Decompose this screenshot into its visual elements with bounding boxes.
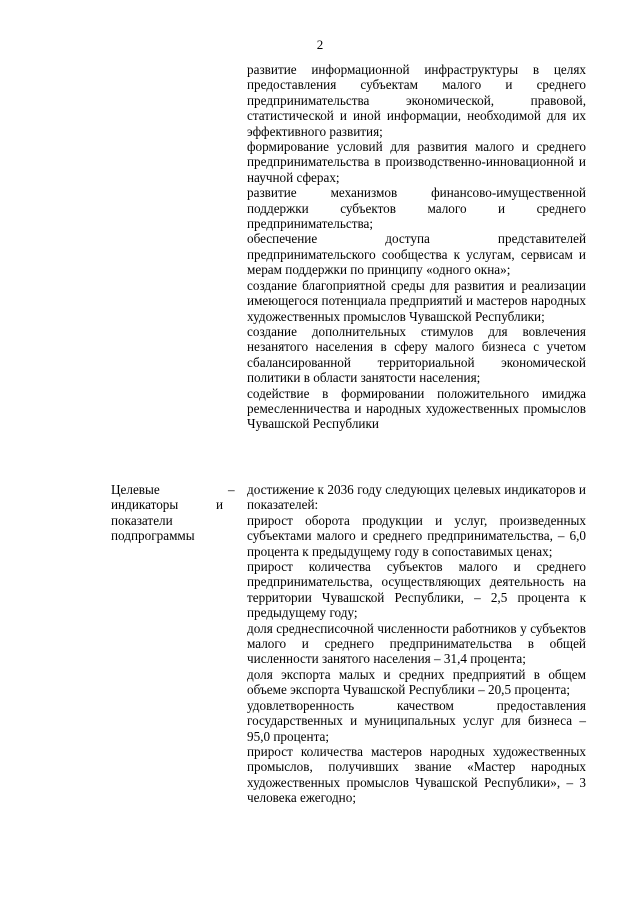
indicators-label: Целевые индикаторы и показатели подпрограммы [111,482,223,544]
indicators-list [247,482,586,806]
objective-item: формирование условий для развития малого и среднего предпринимательства в производственно-инновационной и научной сферах; [247,139,586,185]
objective-item: создание дополнительных стимулов для вовлечения незанятого населения в сферу малого бизнеса с учетом сбалансированной территориальной экономической политики в области занятости населения; [247,323,586,386]
indicator-item: достижение к 2036 году следующих целевых индикаторов и показателей: [247,482,586,513]
objective-item: содействие в формировании положительного имиджа ремесленничества и народных художественных промыслов Чувашской Республики [247,385,586,432]
objective-item: развитие информационной инфраструктуры в целях предоставления субъектам малого и среднего предпринимательства экономической, правовой, статистической и иной информации, необходимой для их эффективного развития; [247,62,586,139]
label-dash: – [228,482,235,497]
objectives-list [247,62,586,432]
objective-item: развитие механизмов финансово-имущественной поддержки субъектов малого и среднего предпринимательства; [247,185,586,232]
objective-item: обеспечение доступа представителей предпринимательского сообщества к услугам, сервисам и мерам поддержки по принципу «одного окна»; [247,231,586,278]
page-number: 2 [316,37,324,52]
indicator-item: удовлетворенность качеством предоставления государственных и муниципальных услуг для бизнеса – 95,0 процента; [247,697,586,744]
indicator-item: прирост количества субъектов малого и среднего предпринимательства, осуществляющих деятельность на территории Чувашской Республики, – 2,5 процента к предыдущему году; [247,559,586,621]
indicator-item: доля экспорта малых и средних предприятий в общем объеме экспорта Чувашской Республики – 20,5 процента; [247,666,586,698]
indicator-item: прирост количества мастеров народных художественных промыслов, получивших звание «Мастер народных художественных промыслов Чувашской Республики», – 3 человека ежегодно; [247,743,586,806]
objective-item: создание благоприятной среды для развития и реализации имеющегося потенциала предприятий и мастеров народных художественных промыслов Чувашской Республики; [247,277,586,324]
indicator-item: доля среднесписочной численности работников у субъектов малого и среднего предпринимательства в общей численности занятого населения – 31,4 процента; [247,620,586,667]
indicator-item: прирост оборота продукции и услуг, произведенных субъектами малого и среднего предпринимательства, – 6,0 процента к предыдущему году в сопоставимых ценах; [247,512,586,559]
